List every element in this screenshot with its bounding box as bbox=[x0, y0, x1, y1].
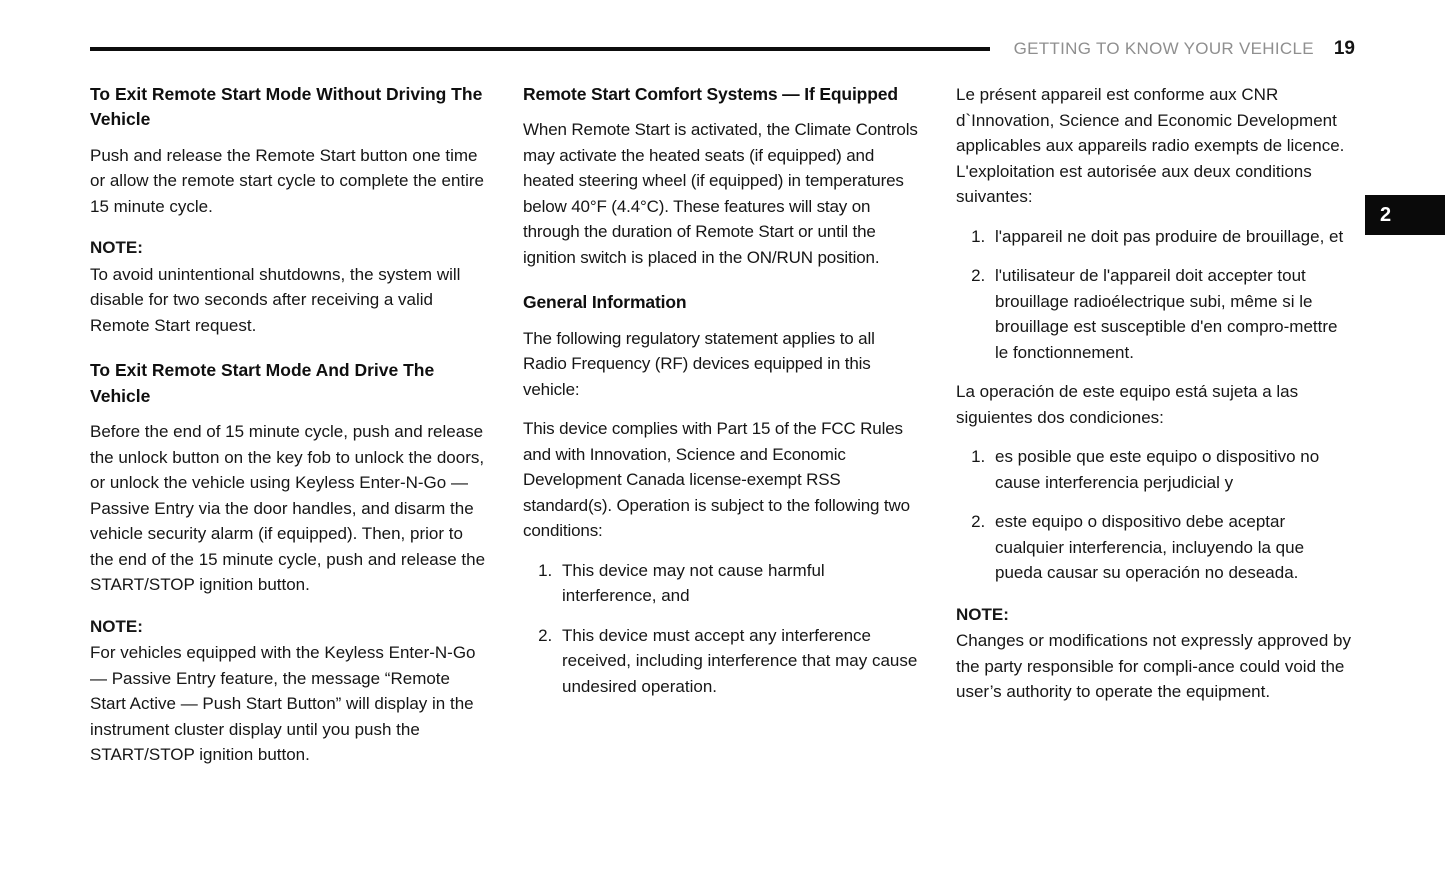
chapter-tab bbox=[1365, 195, 1445, 235]
column-middle bbox=[523, 82, 921, 782]
list-item: 1. es posible que este equipo o dispositivo no cause interferencia perjudicial y bbox=[990, 444, 1354, 495]
note-label: NOTE: bbox=[90, 238, 143, 258]
list-item: 2. This device must accept any interference received, including interference that may cause undesired operation. bbox=[557, 623, 921, 700]
note-paragraph: For vehicles equipped with the Keyless Enter-N-Go — Passive Entry feature, the message “Remote Start Active — Push Start Button” will display in the instrument cluster display until you push the START/STOP ignition button. bbox=[90, 643, 476, 764]
note-label: NOTE: bbox=[956, 604, 1009, 624]
fcc-conditions-list bbox=[523, 558, 921, 700]
paragraph: The following regulatory statement applies to all Radio Frequency (RF) devices equipped in this vehicle: bbox=[523, 328, 875, 399]
paragraph: La operación de este equipo está sujeta a las siguientes dos condiciones: bbox=[956, 382, 1299, 427]
chapter-number: 2 bbox=[1380, 203, 1392, 226]
list-item: 1. This device may not cause harmful interference, and bbox=[557, 558, 921, 609]
list-item: 2. l'utilisateur de l'appareil doit accepter tout brouillage radioélectrique subi, même si le brouillage est susceptible d'en compro-mettre le fonctionnement. bbox=[990, 263, 1354, 365]
column-right bbox=[956, 82, 1354, 782]
heading-exit-remote-start-without-driving: To Exit Remote Start Mode Without Driving The Vehicle bbox=[90, 84, 483, 130]
spanish-conditions-list bbox=[956, 444, 1354, 586]
note-paragraph: To avoid unintentional shutdowns, the system will disable for two seconds after receiving a valid Remote Start request. bbox=[90, 264, 461, 335]
column-left bbox=[90, 82, 488, 782]
header-rule bbox=[90, 47, 990, 51]
paragraph: Le présent appareil est conforme aux CNR d`Innovation, Science and Economic Development applicables aux appareils radio exempts de licence. L'exploitation est autorisée aux deux conditions suivantes: bbox=[956, 85, 1345, 206]
content-columns bbox=[90, 82, 1354, 782]
note-label: NOTE: bbox=[90, 616, 143, 636]
page-header bbox=[90, 38, 1355, 60]
paragraph: This device complies with Part 15 of the FCC Rules and with Innovation, Science and Economic Development Canada license-exempt RSS standard(s). Operation is subject to the following two conditions: bbox=[523, 419, 910, 541]
heading-general-information: General Information bbox=[523, 292, 687, 313]
paragraph: Before the end of 15 minute cycle, push and release the unlock button on the key fob to unlock the doors, or unlock the vehicle using Keyless Enter-N-Go — Passive Entry via the door handles, and disarm the vehicle security alarm (if equipped). Then, prior to the end of the 15 minute cycle, push and release the START/STOP ignition button. bbox=[90, 422, 486, 594]
list-item: 1. l'appareil ne doit pas produire de brouillage, et bbox=[990, 224, 1354, 250]
note-paragraph: Changes or modifications not expressly approved by the party responsible for compli-ance could void the user’s authority to operate the equipment. bbox=[956, 631, 1351, 701]
list-item: 2. este equipo o dispositivo debe aceptar cualquier interferencia, incluyendo la que pueda causar su operación no deseada. bbox=[990, 509, 1354, 586]
paragraph: Push and release the Remote Start button one time or allow the remote start cycle to complete the entire 15 minute cycle. bbox=[90, 145, 485, 216]
page-number: 19 bbox=[1333, 38, 1355, 59]
heading-remote-start-comfort-systems: Remote Start Comfort Systems — If Equipped bbox=[523, 84, 898, 104]
section-title: GETTING TO KNOW YOUR VEHICLE bbox=[1013, 39, 1314, 58]
heading-exit-remote-start-and-drive: To Exit Remote Start Mode And Drive The Vehicle bbox=[90, 360, 435, 406]
cnr-conditions-list bbox=[956, 224, 1354, 366]
paragraph: When Remote Start is activated, the Climate Controls may activate the heated seats (if equipped) and heated steering wheel (if equipped) in temperatures below 40°F (4.4°C). These features will stay on through the duration of Remote Start or until the ignition switch is placed in the ON/RUN position. bbox=[523, 120, 918, 267]
